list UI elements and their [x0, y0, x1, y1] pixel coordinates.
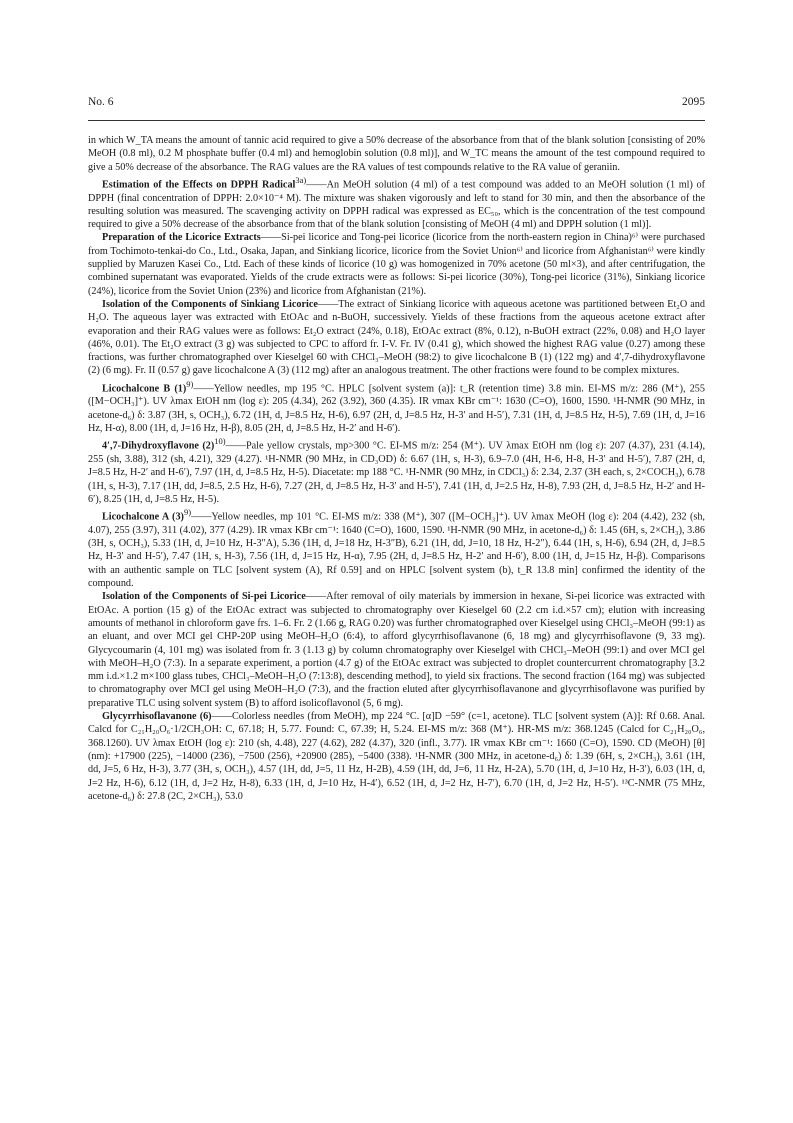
section-si-pei — [88, 590, 705, 710]
section-licochalcone-b — [88, 378, 705, 436]
page-number: 2095 — [682, 96, 705, 108]
section-heading: Preparation of the Licorice Extracts — [102, 232, 261, 244]
heading-ref: 3a) — [295, 174, 307, 185]
paragraph-text: ——Si-pei licorice and Tong-pei licorice (licorice from the north-eastern region in China)⁶⁾ were purchased from Tochimoto-tenkai-do Co., Ltd., Osaka, Japan, and Sinkiang licorice, licorice from the Soviet Union⁶⁾ and licorice from Afghanistan⁶⁾ were kindly supplied by Maruzen Kasei Co., Ltd. Each of these kinds of licorice (10 g) was homogenized in 70% acetone (50 ml×3), and after centrifugation, the combined supernatant was evaporated. Yields of the crude extracts were as follows: Si-pei licorice (30%), Tong-pei licorice (31%), Sinkiang licorice (24%), licorice from the Soviet Union (23%) and licorice from Afghanistan (21%). — [88, 232, 706, 297]
heading-ref: 9) — [183, 507, 192, 518]
paragraph-text: ——Yellow needles, mp 101 °C. EI-MS m/z: 338 (M⁺), 307 ([M−OCH₃]⁺). UV λmax MeOH (log ε): 204 (4.42), 232 (sh, 4.07), 255 (3.97), 311 (4.02), 377 (4.29). IR νmax KBr cm⁻¹: 1640 (C=O), 1600, 1590. ¹H-NMR (90 MHz, in acetone-d₆) δ: 1.45 (6H, s, 2×CH₃), 3.86 (3H, s, OCH₃), 5.33 (1H, d, J=10 Hz, H-3″A), 5.36 (1H, d, J=18 Hz, H-3″B), 6.21 (1H, dd, J=10, 18 Hz, H-2″), 6.44 (1H, s, H-6), 6.94 (2H, d, J=8.5 Hz, H-3′ and H-5′), 7.47 (1H, s, H-3), 7.56 (1H, d, J=15 Hz, H-α), 7.95 (2H, d, J=8.5 Hz, H-2′ and H-6′), 8.00 (1H, d, J=15 Hz, H-β). Comparisons with an authentic sample on TLC [solvent system (A), Rf 0.59] and on HPLC [solvent system (b), t_R 13.8 min] confirmed the identity of the compound. — [88, 511, 705, 590]
paragraph-text: ——The extract of Sinkiang licorice with aqueous acetone was partitioned between Et₂O and H₂O. The aqueous layer was extracted with EtOAc and n-BuOH, successively. Yields of these fractions from the aqueous acetone extract after evaporation and their RAG values were as follows: Et₂O extract (24%, 0.18), EtOAc extract (8%, 0.12), n-BuOH extract (22%, 0.08) and H₂O layer (46%, 0.01). The Et₂O extract (3 g) was subjected to CPC to afford fr. I-V. Fr. IV (0.41 g), which showed the highest RAG value (0.27) among these fractions, was further chromatographed over Kieselgel 60 with CHCl₃–MeOH (98:2) to give licochalcone B (1) (122 mg) and 4′,7-dihydroxyflavone (2) (6 mg). Fr. II (0.57 g) gave licochalcone A (3) (112 mg) after an analogous treatment. The other fractions were found to be complex mixtures. — [88, 298, 705, 377]
heading-ref: 9) — [186, 378, 194, 389]
paragraph-text: ——After removal of oily materials by immersion in hexane, Si-pei licorice was extracted with EtOAc. A portion (15 g) of the EtOAc extract was subjected to chromatography over Kieselgel 60 (2.2 cm i.d.×57 cm); elution with increasing amounts of methanol in chloroform gave frs. 1–6. Fr. 2 (1.66 g, RAG 0.20) was further chromatographed over Kieselgel using CHCl₃–MeOH (99:1) as an eluant, and over MCI gel CHP-20P using MeOH–H₂O (6:4), to afford glycyrrhisoflavanone (6, 18 mg) and glycyrrhisoflavone (9, 33 mg). Glycycoumarin (4, 101 mg) was isolated from fr. 3 (1.13 g) by column chromatography over Kieselgel with CHCl₃–MeOH (99:1) and over MCI gel with MeOH–H₂O (7:3). In a separate experiment, a portion (4.7 g) of the EtOAc extract was subjected to droplet countercurrent chromatography [3.2 mm i.d.×1.2 m×100 glass tubes, CHCl₃–MeOH–H₂O (7:13:8), descending method], to yield six fractions. The second fraction (164 mg) was subjected to chromatography over MCI gel using MeOH–H₂O (7:3), and the fraction eluted after glycyrrhisoflavanone and glycyrrhisoflavone was purified by preparative TLC using solvent system (B) to afford isolicoflavonol (5, 6 mg). — [88, 591, 705, 709]
section-heading: Glycyrrhisoflavanone (6) — [102, 711, 212, 723]
section-glycyrrhisoflavanone — [88, 710, 705, 803]
paragraph-text: ——An MeOH solution (4 ml) of a test compound was added to an MeOH solution (1 ml) of DPPH (final concentration of DPPH: 2.0×10⁻⁴ M). The mixture was shaken vigorously and left to stand for 30 min, and then the absorbance of the resulting solution was measured. The scavenging activity on DPPH radical was expressed as EC₅₀, which is the concentration of the test compound required to give a 50% decrease of the absorbance from that of the blank solution [consisting of MeOH (4 ml) and DPPH solution (1 ml)]. — [88, 179, 705, 231]
section-heading: Isolation of the Components of Sinkiang Licorice — [102, 298, 318, 310]
section-heading: Isolation of the Components of Si-pei Licorice — [102, 591, 306, 603]
section-dpph — [88, 174, 705, 232]
section-licochalcone-a — [88, 506, 705, 590]
issue-number: No. 6 — [88, 96, 114, 108]
header-rule — [88, 120, 705, 121]
section-heading: Estimation of the Effects on DPPH Radical — [102, 179, 296, 191]
section-dihydroxyflavone — [88, 435, 705, 506]
paragraph-text: in which W_TA means the amount of tannic acid required to give a 50% decrease of the absorbance from that of the blank solution [consisting of 20% MeOH (0.8 ml), 0.2 M phosphate buffer (0.4 ml) and hemoglobin solution (0.8 ml)], and W_TC means the amount of the test compound required to give a 50% decrease of the absorbance. The RAG values are the RA values of test compounds relative to the RA value of geraniin. — [88, 135, 705, 173]
paragraph-text: ——Yellow needles, mp 195 °C. HPLC [solvent system (a)]: t_R (retention time) 3.8 min. EI-MS m/z: 286 (M⁺), 255 ([M−OCH₃]⁺). UV λmax EtOH nm (log ε): 205 (4.34), 262 (3.92), 360 (4.35). IR νmax KBr cm⁻¹: 1630 (C=O), 1600, 1590. ¹H-NMR (90 MHz, in acetone-d₆) δ: 3.87 (3H, s, OCH₃), 6.72 (1H, d, J=8.5 Hz, H-6), 6.97 (2H, d, J=8.5 Hz, H-3′ and H-5′), 7.31 (1H, d, J=8.5 Hz, H-5), 7.69 (1H, d, J=16 Hz, H-α), 8.00 (1H, d, J=16 Hz, H-β), 8.05 (2H, d, J=8.5 Hz, H-2′ and H-6′). — [88, 383, 705, 435]
paragraph-text: ——Colorless needles (from MeOH), mp 224 °C. [α]D −59° (c=1, acetone). TLC [solvent system (A)]: Rf 0.68. Anal. Calcd for C₂₁H₂₀O₆·1/2CH₃OH: C, 67.18; H, 5.77. Found: C, 67.39; H, 5.24. EI-MS m/z: 368 (M⁺). HR-MS m/z: 368.1245 (Calcd for C₂₁H₂₀O₆, 368.1260). UV λmax EtOH (log ε): 210 (sh, 4.48), 227 (4.62), 282 (4.37), 320 (infl., 3.77). IR νmax KBr cm⁻¹: 1660 (C=O), 1590. CD (MeOH) [θ] (nm): +17900 (225), −14000 (236), −7500 (256), +20900 (285), −5400 (338). ¹H-NMR (300 MHz, in acetone-d₆) δ: 1.39 (6H, s, 2×CH₃), 3.61 (1H, dd, J=5, 6 Hz, H-3), 3.77 (3H, s, OCH₃), 4.57 (1H, dd, J=5, 11 Hz, H-2B), 4.59 (1H, dd, J=6, 11 Hz, H-2A), 5.70 (1H, d, J=10 Hz, H-3′), 6.03 (1H, d, J=2 Hz, H-6), 6.12 (1H, d, J=2 Hz, H-8), 6.33 (1H, d, J=10 Hz, H-4′), 6.52 (1H, d, J=2 Hz, H-7′), 6.70 (1H, d, J=2 Hz, H-5′). ¹³C-NMR (75 MHz, acetone-d₆) δ: 27.8 (2C, 2×CH₃), 53.0 — [88, 711, 705, 802]
section-heading: Licochalcone A (3) — [102, 511, 184, 523]
section-extracts — [88, 231, 705, 297]
body-text — [88, 134, 705, 803]
section-sinkiang — [88, 298, 705, 378]
section-heading: 4′,7-Dihydroxyflavone (2) — [102, 440, 215, 452]
section-heading: Licochalcone B (1) — [102, 383, 187, 395]
heading-ref: 10) — [214, 436, 226, 447]
paragraph-continuation — [88, 134, 705, 174]
running-header — [88, 96, 705, 108]
paragraph-text: ——Pale yellow crystals, mp>300 °C. EI-MS m/z: 254 (M⁺). UV λmax EtOH nm (log ε): 207 (4.37), 231 (4.14), 255 (sh, 3.88), 312 (sh, 4.21), 329 (4.27). ¹H-NMR (90 MHz, in CD₃OD) δ: 6.67 (1H, s, H-3), 6.9–7.0 (4H, H-6, H-8, H-3′ and H-5′), 7.87 (2H, d, J=8.5 Hz, H-2′ and H-6′), 7.97 (1H, d, J=8.5 Hz, H-5). Diacetate: mp 188 °C. ¹H-NMR (90 MHz, in CDCl₃) δ: 2.34, 2.37 (3H each, s, 2×COCH₃), 6.78 (1H, s, H-3), 7.17 (1H, dd, J=8.5, 2.5 Hz, H-6), 7.27 (2H, d, J=8.5 Hz, H-3′ and H-5′), 7.41 (1H, d, J=2.5 Hz, H-8), 7.93 (2H, d, J=8.5 Hz, H-2′ and H-6′), 8.25 (1H, d, J=8.5 Hz, H-5). — [88, 440, 705, 505]
